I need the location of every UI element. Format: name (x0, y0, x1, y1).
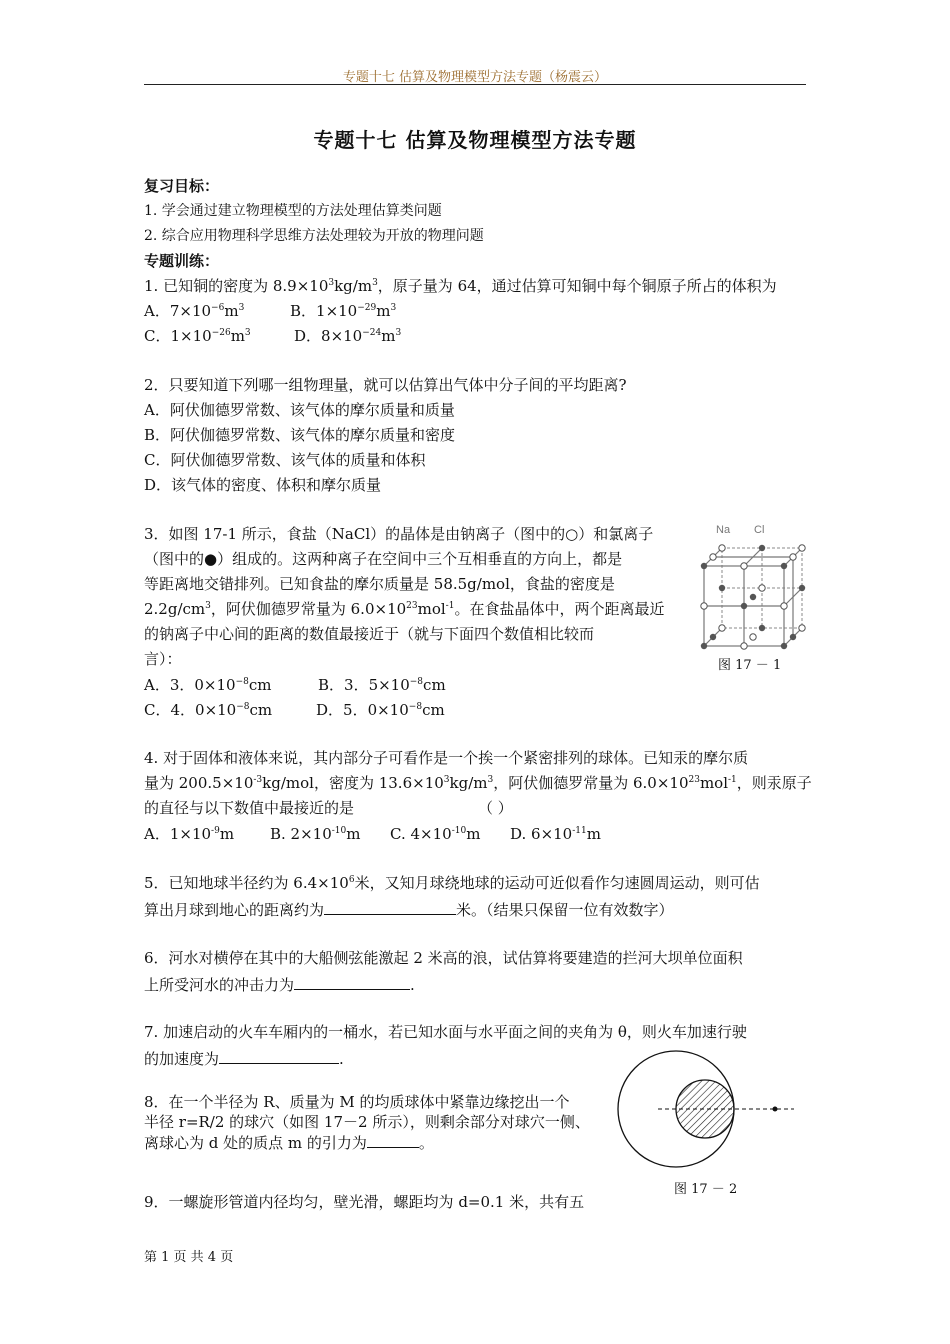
q4-answer-paren: （ ） (478, 799, 513, 817)
q3-option-b: B．3．$5\times 10^{-8}cm$ (318, 676, 446, 694)
page-footer: 第 1 页 共 4 页 (144, 1250, 234, 1265)
q2-option-a: A．阿伏伽德罗常数、该气体的摩尔质量和质量 (144, 401, 455, 419)
q8-line-1: 8．在一个半径为 R、质量为 M 的均质球体中紧靠边缘挖出一个 (144, 1093, 570, 1111)
running-header: 专题十七 估算及物理模型方法专题（杨震云） (342, 70, 608, 85)
q8-line-2: 半径 r=R/2 的球穴（如图 17－2 所示），则剩余部分对球穴一侧、 (144, 1113, 590, 1131)
goals-heading: 复习目标： (144, 177, 220, 195)
q2-option-c: C．阿伏伽德罗常数、该气体的质量和体积 (144, 451, 426, 469)
q2-option-b: B．阿伏伽德罗常数、该气体的摩尔质量和密度 (144, 426, 456, 444)
q4-line-3: 的直径与以下数值中最接近的是 (144, 799, 355, 817)
q6-line-2: 上所受河水的冲击力为 . (144, 971, 415, 998)
q3-line-2: （图中的●）组成的。这两种离子在空间中三个互相垂直的方向上，都是 (144, 550, 623, 568)
sphere-cavity-figure (612, 1050, 812, 1174)
training-heading: 专题训练： (144, 252, 220, 270)
q6-answer-blank[interactable] (294, 971, 410, 990)
q9-line-1: 9．一螺旋形管道内径均匀，壁光滑，螺距均为 d=0.1 米，共有五 (144, 1193, 585, 1211)
goal-item-1: 1. 学会通过建立物理模型的方法处理估算类问题 (144, 203, 442, 219)
nacl-crystal-figure (692, 518, 828, 650)
na-label: Na (716, 524, 731, 536)
goal-item-2: 2. 综合应用物理科学思维方法处理较为开放的物理问题 (144, 228, 484, 244)
q1-option-b: B．$1\times 10^{-29}m^3$ (290, 302, 397, 320)
q4-line-1: 4. 对于固体和液体来说，其内部分子可看作是一个挨一个紧密排列的球体。已知汞的摩尔质 (144, 749, 749, 767)
point-mass-dot (773, 1107, 778, 1112)
q6-line-1: 6．河水对横停在其中的大船侧弦能激起 2 米高的浪，试估算将要建造的拦河大坝单位面积 (144, 949, 743, 967)
q4-option-b: B. $2\times 10^{-10}m$ (270, 825, 361, 843)
figure-17-2-caption: 图 17 － 2 (674, 1182, 738, 1197)
q1-stem: 1. 已知铜的密度为 $8.9\times 10^3kg/m^3$，原子量为 64，通过估算可知铜中每个铜原子所占的体积为 (144, 277, 777, 295)
q4-option-d: D. $6\times 10^{-11}m$ (510, 825, 601, 843)
q3-line-3: 等距离地交错排列。已知食盐的摩尔质量是 58.5g/mol，食盐的密度是 (144, 575, 615, 593)
q3-line-1: 3．如图 17-1 所示，食盐（NaCl）的晶体是由钠离子（图中的○）和氯离子 (144, 525, 654, 543)
q1-option-c: C．$1\times 10^{-26}m^3$ (144, 327, 251, 345)
figure-17-1-caption: 图 17 － 1 (718, 658, 782, 673)
q7-line-1: 7. 加速启动的火车车厢内的一桶水，若已知水面与水平面之间的夹角为 θ，则火车加速行驶 (144, 1023, 747, 1041)
q4-option-a: A．$1\times 10^{-9}m$ (144, 825, 235, 843)
q3-option-c: C．4．$0\times 10^{-8}cm$ (144, 701, 273, 719)
q2-stem: 2．只要知道下列哪一组物理量，就可以估算出气体中分子间的平均距离? (144, 376, 627, 394)
header-rule (144, 84, 806, 85)
q3-line-6: 言）： (144, 650, 182, 668)
q2-option-d: D．该气体的密度、体积和摩尔质量 (144, 476, 382, 494)
q5-line-2: 算出月球到地心的距离约为 米。（结果只保留一位有效数字） (144, 896, 674, 923)
q5-line-1: 5．已知地球半径约为 $6.4\times 10^6$米，又知月球绕地球的运动可近似看作匀速圆周运动，则可估 (144, 874, 760, 892)
q1-option-d: D．$8\times 10^{-24}m^3$ (294, 327, 402, 345)
q8-answer-blank[interactable] (367, 1132, 419, 1148)
q8-line-3: 离球心为 d 处的质点 m 的引力为 。 (144, 1134, 434, 1152)
q3-option-a: A．3．$0\times 10^{-8}cm$ (144, 676, 272, 694)
q1-option-a: A．$7\times 10^{-6}m^3$ (144, 302, 245, 320)
cl-label: Cl (754, 524, 765, 536)
q3-line-4: $2.2g/cm^3$，阿伏伽德罗常量为 $6.0\times 10^{23}mol^{-1}$。在食盐晶体中，两个距离最近 (144, 600, 665, 618)
q7-line-2: 的加速度为 . (144, 1045, 344, 1072)
q4-line-2: 量为 $200.5\times 10^{-3}kg$/mol，密度为 $13.6\times 10^3kg/m^3$，阿伏伽德罗常量为 $6.0\times 10^{23}mol^{-1}$，则汞原子 (144, 774, 812, 792)
page-title: 专题十七 估算及物理模型方法专题 (313, 128, 637, 152)
q7-answer-blank[interactable] (219, 1045, 339, 1064)
q3-option-d: D．5．$0\times 10^{-8}cm$ (316, 701, 445, 719)
q5-answer-blank[interactable] (324, 896, 456, 915)
q4-option-c: C. $4\times 10^{-10}m$ (390, 825, 481, 843)
q3-line-5: 的钠离子中心间的距离的数值最接近于（就与下面四个数值相比较而 (144, 625, 595, 643)
